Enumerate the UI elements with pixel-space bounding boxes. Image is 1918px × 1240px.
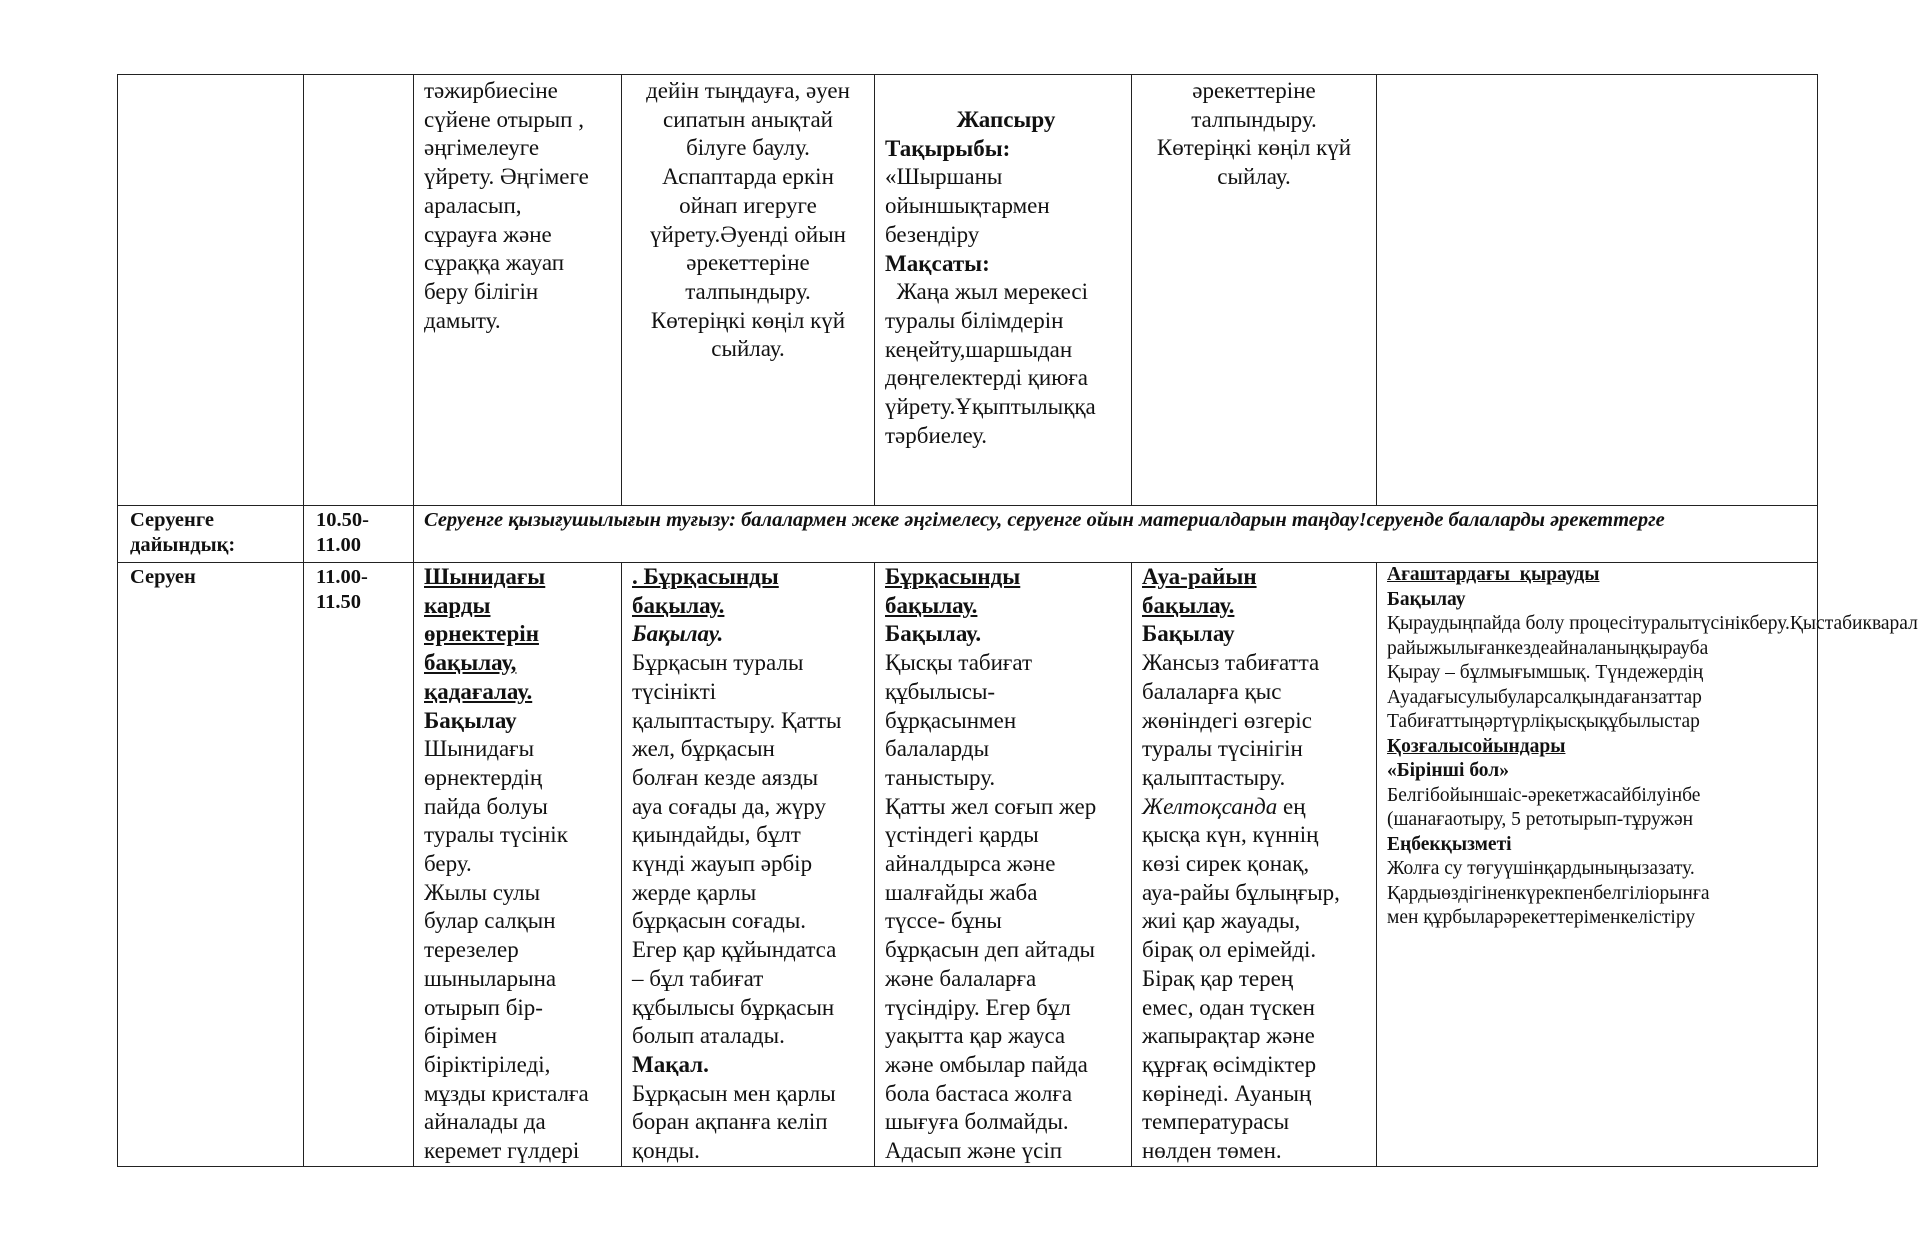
speech-development-text (414, 75, 621, 335)
text-line: сыйлау. (711, 336, 785, 362)
text-line: ауа-райы бұлыңғыр, (1142, 879, 1340, 905)
text-line: жөніндегі өзгеріс (1142, 707, 1312, 733)
text-line: қалыптастыру. Қатты (632, 707, 842, 733)
walk-preparation-text-cell (414, 506, 1818, 563)
frost-observation (1377, 563, 1918, 1165)
text-line: Белгібойыншаіс-әрекетжасайбілуінбе (1387, 784, 1701, 806)
text-line: булар салқын (424, 908, 556, 934)
col6-continuation-text (1132, 75, 1376, 192)
text-line: Табиғаттыңәртүрліқысқықұбылыстар (1387, 711, 1700, 732)
text-line: бұрқасын соғады. (632, 908, 807, 934)
observation-title: Ағаштардағы қырауды (1387, 564, 1600, 585)
text-line: дөңгелектерді қиюға (885, 365, 1089, 391)
text-line: шығуға болмайды. (885, 1109, 1069, 1135)
text-line: Жолға су төгуүшінқардыныңызазату. (1387, 858, 1695, 879)
blizzard-observation-1 (622, 563, 874, 1165)
text-line: Қыраудыңпайда болу процесітуралытүсінікберу.Қыстабикварал (1387, 613, 1918, 634)
text-line: «Шыршаны (885, 164, 1003, 190)
text-line: талпындыру. (685, 278, 811, 304)
text-line: Ауадағысулыбуларсалқындағанзаттар (1387, 686, 1702, 708)
text-line: айналады да (424, 1109, 546, 1135)
text-line: боран ақпанға келіп (632, 1109, 828, 1135)
text-line: Шынидағы (424, 736, 535, 762)
text-line: жерде қарлы (632, 879, 757, 905)
text-line: ауа соғады да, жүру (632, 793, 826, 819)
text-line: қонды. (632, 1138, 700, 1164)
row1-name-cell (118, 75, 304, 506)
text-line: Бұрқасын туралы (632, 650, 804, 676)
text-line: Көтеріңкі көңіл күй (650, 307, 846, 333)
text-line: Егер қар құйындатса (632, 937, 837, 963)
text-line: ойыншықтармен (885, 193, 1050, 219)
text-line: жел, бұрқасын (632, 736, 775, 762)
text-line: сүйене отырып , (424, 106, 584, 132)
text-fragment: ең (1277, 793, 1306, 819)
text-line: қиындайды, бұлт (632, 822, 801, 848)
observation-title: Ауа-райын (1142, 564, 1257, 589)
text-line: бұрқасынмен (885, 707, 1017, 733)
text-line: (шанағаотыру, 5 ретотырып-тұружән (1387, 809, 1694, 830)
text-line: болып аталады. (632, 1023, 785, 1049)
text-line: күнді жауып әрбір (632, 851, 813, 877)
text-line: Қырау – бұлмығымшық. Түндежердің (1387, 662, 1704, 683)
text-line: Аспаптарда еркін (662, 164, 834, 190)
text-line: беру. (424, 851, 472, 877)
row1-col6-cell (1132, 75, 1377, 506)
text-line: үйрету. Әңгімеге (424, 164, 589, 190)
text-line: бұрқасын деп айтады (885, 937, 1095, 963)
text-line: туралы түсінігін (1142, 736, 1303, 762)
text-line: сұрауға және (424, 221, 552, 247)
music-activity-text (622, 75, 874, 364)
text-line: таныстыру. (885, 764, 996, 790)
outdoor-games-label: Қозғалысойындары (1387, 735, 1566, 757)
text-line: Адасып және үсіп (885, 1138, 1063, 1164)
walk-col5-cell (875, 563, 1132, 1167)
text-line: райыжылығанкездеайналаныңқырауба (1387, 637, 1709, 659)
text-line: және балаларға (885, 965, 1037, 991)
text-line: үстіндегі қарды (885, 822, 1039, 848)
text-line: білуге баулу. (686, 135, 810, 161)
text-line: мұзды кристалға (424, 1080, 589, 1106)
text-line: Қысқы табиғат (885, 650, 1033, 676)
applique-activity-text (875, 75, 1131, 450)
text-line: мен құрбыларәрекеттеріменкелістіру (1387, 907, 1696, 928)
observation-title: . Бұрқасынды (632, 564, 779, 589)
row1-col7-cell (1377, 75, 1818, 506)
text-line: пайда болуы (424, 793, 548, 819)
work-activity-label: Еңбекқызметі (1387, 833, 1512, 855)
text-line: араласып, (424, 192, 522, 218)
observation-label: Бақылау. (632, 621, 724, 647)
text-line: сыйлау. (1217, 164, 1291, 190)
text-line: қалыптастыру. (1142, 764, 1286, 790)
text-line: талпындыру. (1191, 106, 1317, 132)
row1-col3-cell (414, 75, 622, 506)
text-line: Қардыөздігіненкүрекпенбелгіліорынға (1387, 882, 1710, 904)
text-line: кеңейту,шаршыдан (885, 336, 1073, 362)
walk-preparation-row (118, 506, 1818, 563)
text-line: болған кезде аязды (632, 764, 819, 790)
text-line: туралы білімдерін (885, 307, 1064, 333)
text-line: терезелер (424, 937, 519, 963)
blizzard-observation-2 (875, 563, 1131, 1165)
observation-title: Шынидағы (424, 564, 546, 589)
observation-title: өрнектерін (424, 621, 539, 647)
observation-title: карды (424, 592, 491, 618)
text-line: нөлден төмен. (1142, 1138, 1282, 1164)
goal-label: Мақсаты: (885, 250, 990, 276)
text-line: түссе- бұны (885, 908, 1002, 934)
text-line: бола бастаса жолға (885, 1080, 1073, 1106)
walk-row (118, 563, 1818, 1167)
text-line: қысқа күн, күннің (1142, 822, 1319, 848)
text-line: 11.00 (316, 534, 361, 556)
text-line: 11.50 (316, 591, 361, 613)
observation-title: Бұрқасынды (885, 564, 1021, 589)
text-line: Бірақ қар терең (1142, 965, 1294, 991)
text-line: жапырақтар және (1142, 1023, 1315, 1049)
row1-col4-cell (622, 75, 875, 506)
text-line: Көтеріңкі көңіл күй (1156, 135, 1352, 161)
observation-title: қадағалау. (424, 678, 533, 704)
text-line: жиі қар жауады, (1142, 908, 1301, 934)
proverb-label: Мақал. (632, 1051, 709, 1077)
text-line: түсіндіру. Егер бұл (885, 994, 1071, 1020)
text-line: бірақ ол ерімейді. (1142, 937, 1317, 963)
text-line: айналдырса және (885, 851, 1056, 877)
text-line: шалғайды жаба (885, 879, 1038, 905)
text-line: ойнап игеруге (679, 192, 817, 218)
walk-preparation-label (118, 506, 303, 558)
topic-label: Тақырыбы: (885, 135, 1011, 161)
activity-heading: Жапсыру (956, 107, 1056, 132)
text-line: уақытта қар жауса (885, 1023, 1066, 1049)
text-line: 11.00- (316, 566, 368, 588)
walk-time (304, 563, 413, 615)
text-line: балаларды (885, 736, 990, 762)
text-line: туралы түсінік (424, 822, 568, 848)
text-line: әрекеттеріне (686, 250, 810, 276)
text-line: құбылысы- (885, 678, 996, 704)
text-line: керемет гүлдері (424, 1138, 580, 1164)
text-line: – бұл табиғат (632, 965, 764, 991)
activities-continuation-row (118, 75, 1818, 506)
text-line: Бұрқасын мен қарлы (632, 1080, 836, 1106)
observation-label: Бақылау (424, 707, 517, 733)
row1-time-cell (304, 75, 414, 506)
weather-observation (1132, 563, 1376, 1165)
walk-col4-cell (622, 563, 875, 1167)
walk-label: Серуен (130, 566, 196, 588)
text-line: 10.50- (316, 509, 369, 531)
observation-label: Бақылау (1387, 588, 1466, 610)
text-line: дайындық: (130, 534, 236, 556)
text-line: бірімен (424, 1023, 498, 1049)
text-line: Жаңа жыл мерекесі (885, 279, 1089, 305)
text-line: балаларға қыс (1142, 678, 1282, 704)
text-line: шыныларына (424, 965, 557, 991)
text-line: Серуенге (130, 509, 214, 531)
text-line: түсінікті (632, 678, 717, 704)
text-line: әңгімелеуге (424, 135, 540, 161)
text-line: әрекеттеріне (1192, 78, 1316, 103)
italic-word: Желтоқсанда (1142, 793, 1278, 819)
text-line (1142, 793, 1372, 822)
text-line: тәрбиелеу. (885, 422, 988, 448)
text-line: Жансыз табиғатта (1142, 650, 1320, 676)
text-line: өрнектердің (424, 764, 543, 790)
text-line: безендіру (885, 221, 980, 247)
observation-title: бақылау. (885, 592, 978, 618)
daily-plan-table (117, 74, 1918, 1167)
walk-col3-cell (414, 563, 622, 1167)
walk-col7-cell (1377, 563, 1918, 1167)
text-line: Қатты жел соғып жер (885, 793, 1097, 819)
text-line: сипатын анықтай (663, 106, 833, 132)
observation-title: бақылау. (632, 592, 725, 618)
text-line: Жылы сулы (424, 879, 541, 905)
text-line: және омбылар пайда (885, 1051, 1088, 1077)
text-line: сұраққа жауап (424, 250, 565, 276)
text-line: температурасы (1142, 1109, 1290, 1135)
text-line: үйрету.Әуенді ойын (650, 221, 846, 247)
walk-preparation-time (304, 506, 413, 558)
walk-col6-cell (1132, 563, 1377, 1167)
walk-preparation-time-cell (304, 506, 414, 563)
text-line: біріктіріледі, (424, 1051, 551, 1077)
observation-title: бақылау. (1142, 592, 1235, 618)
text-line: емес, одан түскен (1142, 994, 1315, 1020)
text-line: дамыту. (424, 307, 501, 333)
row1-col5-cell (875, 75, 1132, 506)
text-line: беру білігін (424, 278, 539, 304)
walk-preparation-name-cell (118, 506, 304, 563)
text-line: құрғақ өсімдіктер (1142, 1051, 1317, 1077)
text-line: отырып бір- (424, 994, 543, 1020)
text-line: көзі сирек қонақ, (1142, 851, 1310, 877)
text-line: көрінеді. Ауаның (1142, 1080, 1312, 1106)
observation-label: Бақылау. (885, 621, 982, 647)
walk-time-cell (304, 563, 414, 1167)
walk-name-cell (118, 563, 304, 1167)
observation-label: Бақылау (1142, 621, 1235, 647)
observation-title: бақылау, (424, 650, 517, 676)
text-line: құбылысы бұрқасын (632, 994, 835, 1020)
text-line: үйрету.Ұқыптылыққа (885, 394, 1096, 420)
game-name: «Бірінші бол» (1387, 760, 1509, 781)
text-line: тәжирбиесіне (424, 78, 558, 103)
walk-preparation-text: Серуенге қызығушылығын туғызу: балалармен жеке әңгімелесу, серуенге ойын материалдарын таңдау!серуенде балаларды әрекеттерге (424, 509, 1665, 531)
text-line: дейін тыңдауға, әуен (646, 78, 850, 103)
window-patterns-observation (414, 563, 621, 1165)
